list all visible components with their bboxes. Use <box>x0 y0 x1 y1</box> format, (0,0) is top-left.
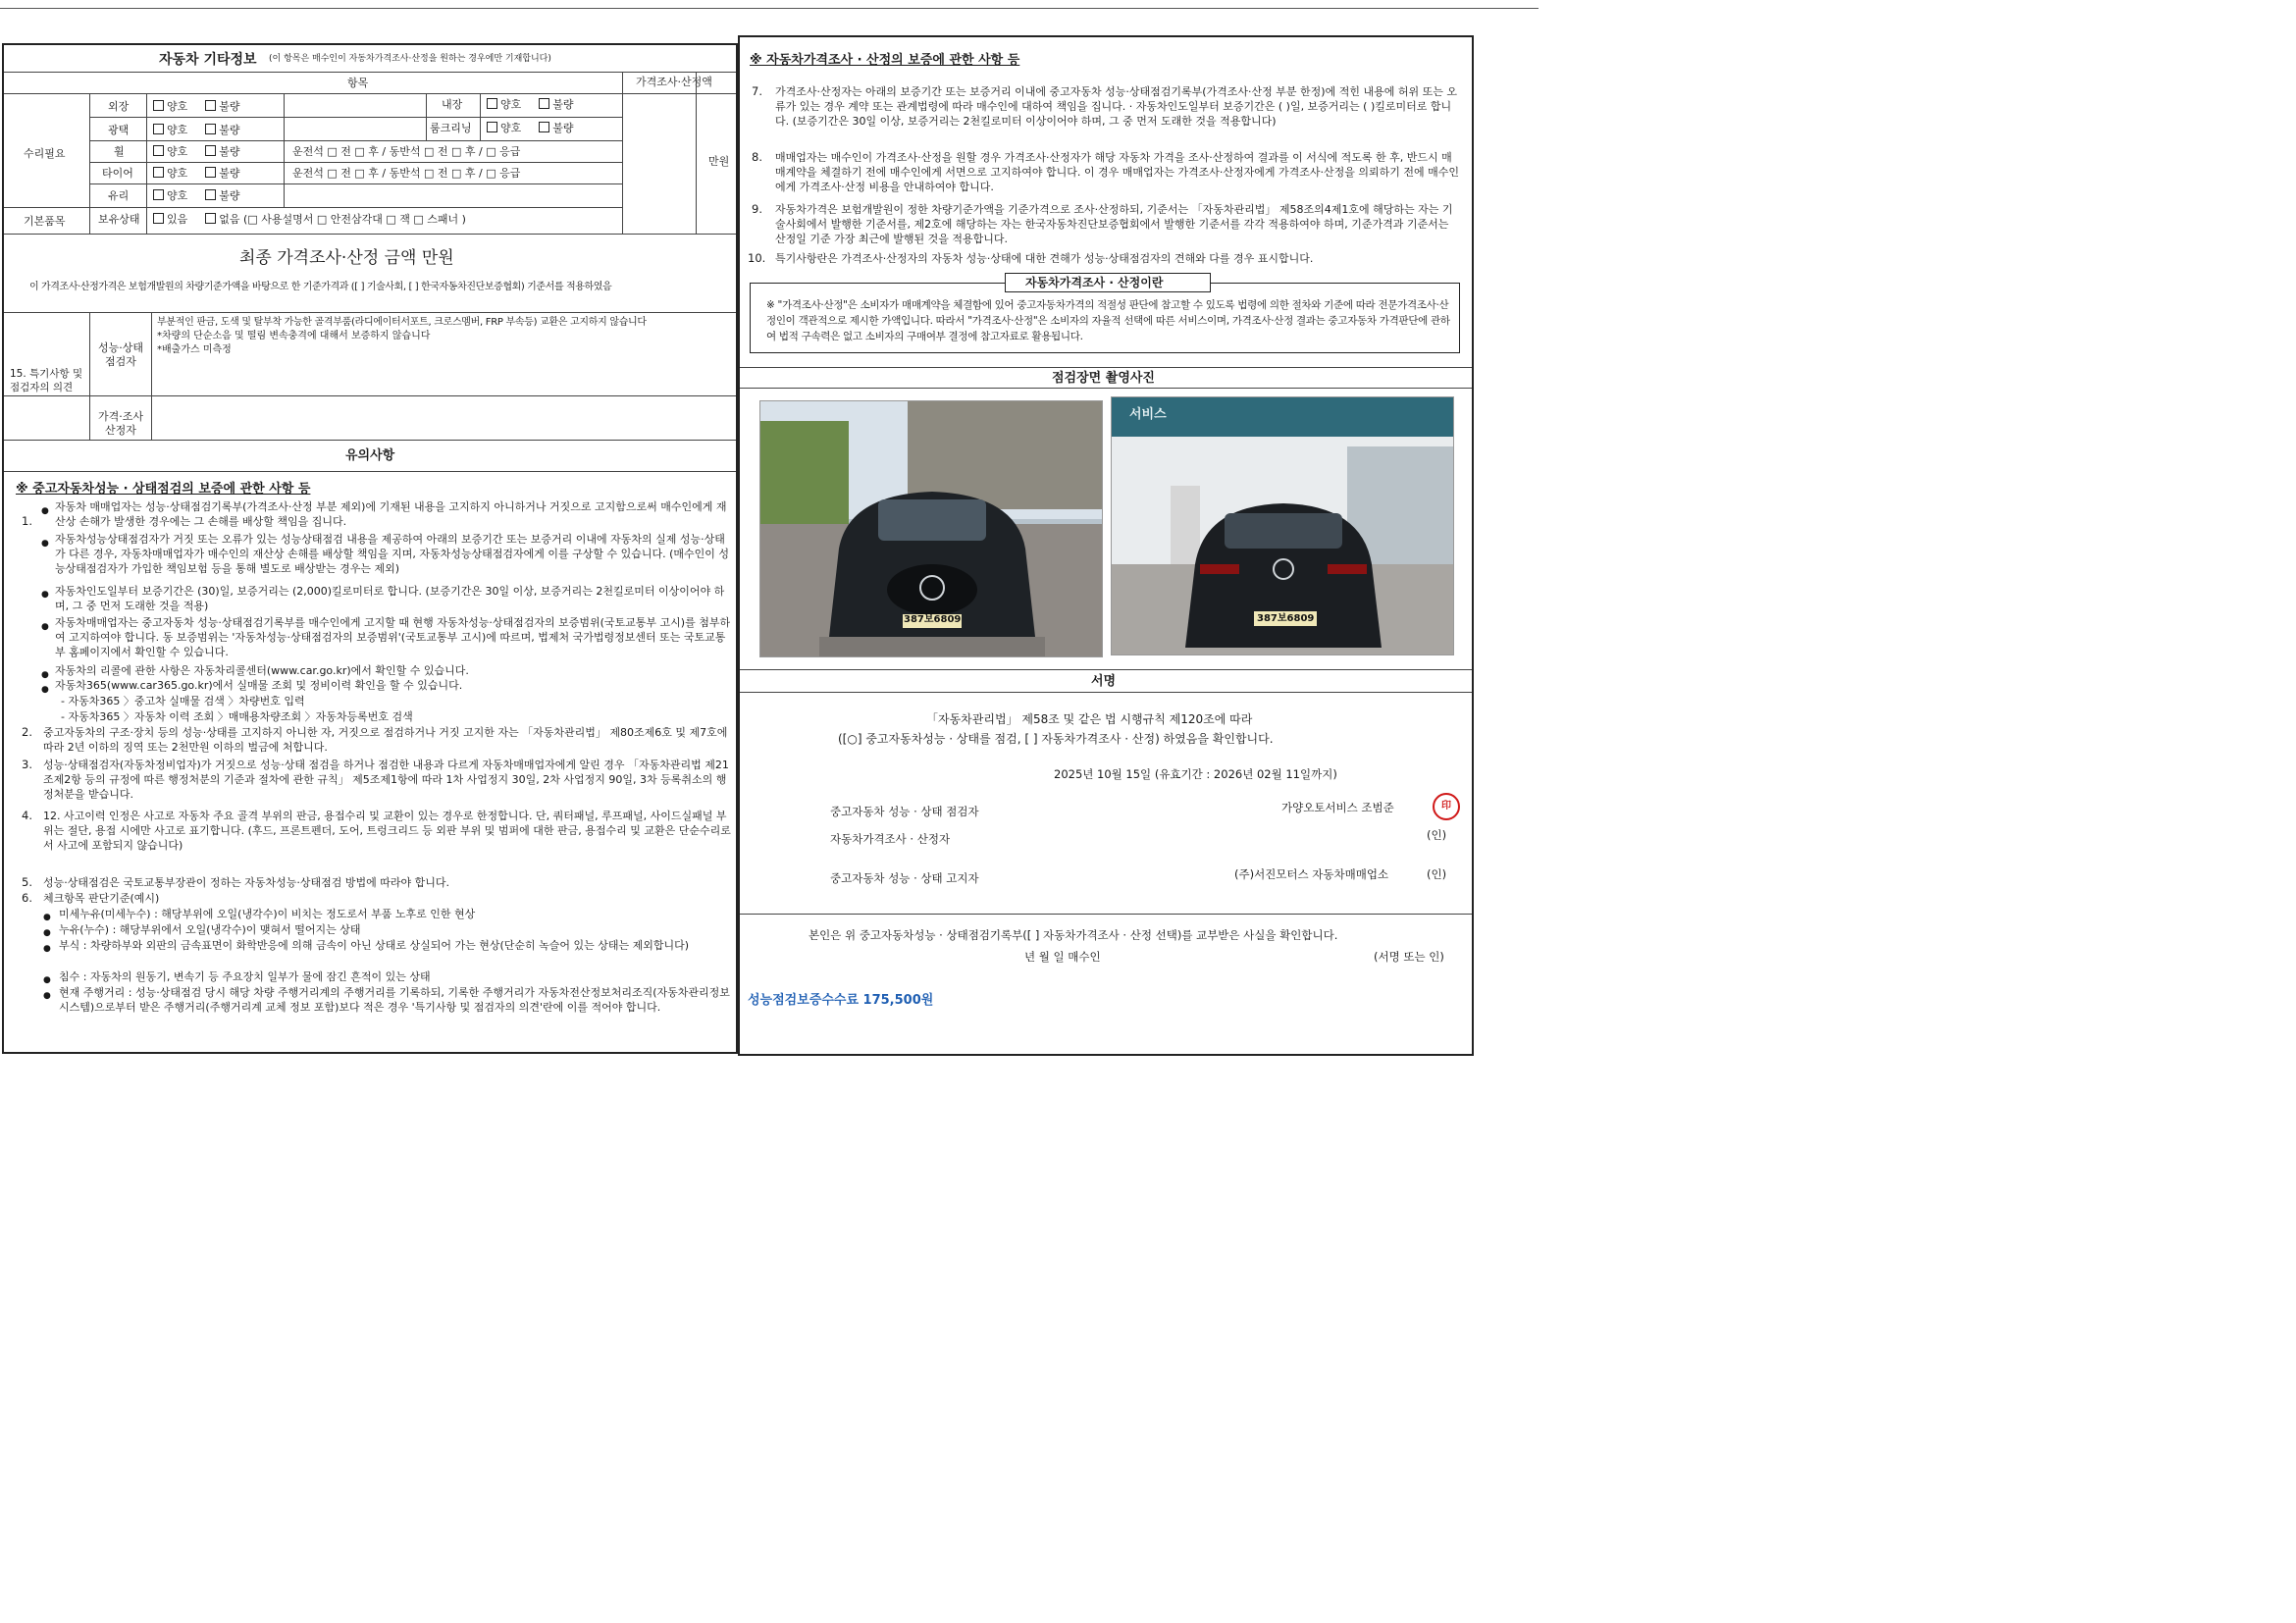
final-price-row <box>4 235 736 313</box>
good-label: 양호 <box>500 98 522 111</box>
seller-role: 중고자동차 성능 · 상태 고지자 <box>830 871 979 885</box>
item-number: 8. <box>752 150 762 164</box>
item-number: 3. <box>22 758 32 771</box>
signature-title-row <box>740 669 1472 693</box>
bullet-icon: ● <box>43 913 51 922</box>
wheel-label: 휠 <box>114 145 125 158</box>
inspector-name: 가양오토서비스 조범준 <box>1281 801 1394 814</box>
signature-title: 서명 <box>1091 674 1117 689</box>
basic-items-label: 기본품목 <box>24 215 66 228</box>
grid-line <box>284 94 285 207</box>
bullet-icon: ● <box>43 928 51 938</box>
good-label: 양호 <box>500 122 522 134</box>
bullet-icon: ● <box>43 991 51 1001</box>
buyer-signature-field: (서명 또는 인) <box>1374 950 1444 964</box>
notice-1a: 자동차 매매업자는 성능·상태점검기록부(가격조사·산정 부분 제외)에 기재된 내용을 고지하지 아니하거나 거짓으로 고지함으로써 매수인에게 재산상 손해가 발생한 경우에는 그 손해를 배상할 책임을 집니다. <box>55 500 727 528</box>
divider <box>740 914 1472 915</box>
price-warranty-10: 특기사항란은 가격조사·산정자의 자동차 성능·상태에 대한 견해가 성능·상태점검자의 견해와 다를 경우 표시합니다. <box>775 252 1314 265</box>
inspection-photo-rear <box>1111 396 1454 655</box>
photos-title-row <box>740 367 1472 389</box>
room-cleaning-bad-checkbox[interactable] <box>539 122 549 132</box>
document-page <box>0 0 1539 1088</box>
red-seal-stamp-icon: 印 <box>1433 793 1460 820</box>
grid-line <box>426 94 427 141</box>
gloss-good-checkbox[interactable] <box>153 124 164 134</box>
price-warranty-9: 자동차가격은 보험개발원이 정한 차량기준가액을 기준가격으로 조사·산정하되, 기준서는 「자동차관리법」 제58조의4제1호에 해당하는 자는 기술사회에서 발행한 기준서를, 제2호에 해당하는 자는 한국자동차진단보증협회에서 발행한 기준서를 각각 적용하여야 하며, 기준가격과 기준서는 산정일 기준 가장 최근에 발행된 것을 적용합니다. <box>775 203 1453 245</box>
check-criteria-4: 침수 : 자동차의 원동기, 변속기 등 주요장치 일부가 물에 잠긴 흔적이 있는 상태 <box>59 970 431 983</box>
wheel-options <box>153 145 240 159</box>
definition-box <box>750 283 1460 353</box>
gloss-options <box>153 124 240 137</box>
glass-bad-checkbox[interactable] <box>205 189 216 200</box>
notice-1c: 자동차인도일부터 보증기간은 (30)일, 보증거리는 (2,000)킬로미터로 합니다. (보증기간은 30일 이상, 보증거리는 2천킬로미터 이상이어야 하며, 그 중 먼저 도래한 것을 적용) <box>55 585 725 612</box>
bullet-icon: ● <box>41 506 49 516</box>
inspector-role: 중고자동차 성능 · 상태 점검자 <box>830 805 979 818</box>
grid-line <box>480 94 481 141</box>
notice-4: 12. 사고이력 인정은 사고로 자동차 주요 골격 부위의 판금, 용접수리 및 교환이 있는 경우로 한정합니다. 단, 쿼터패널, 루프패널, 사이드실패널 부위는 절단, 용접 시에만 사고로 표기합니다. (후드, 프론트펜더, 도어, 트렁크리드 등 외판 부위 및 범퍼에 대한 판금, 용접수리 및 교환은 단순수리로서 사고에 포함되지 않습니다) <box>43 810 731 852</box>
item-number: 6. <box>22 891 32 905</box>
interior-bad-checkbox[interactable] <box>539 98 549 109</box>
item-number: 10. <box>748 251 766 265</box>
bad-label: 불량 <box>219 189 240 202</box>
exterior-bad-checkbox[interactable] <box>205 100 216 111</box>
col-price-header: 가격조사·산정액 <box>636 76 712 88</box>
bad-label: 불량 <box>219 100 240 113</box>
good-label: 양호 <box>167 145 188 158</box>
check-criteria-1: 미세누유(미세누수) : 해당부위에 오일(냉각수)이 비치는 정도로서 부품 노후로 인한 현상 <box>59 908 476 920</box>
none-checkbox[interactable] <box>205 213 216 224</box>
bullet-icon: ● <box>43 944 51 954</box>
good-label: 양호 <box>167 124 188 136</box>
appraiser-label: 가격·조사 산정자 <box>97 410 143 437</box>
other-info-title: 자동차 기타정보 <box>159 52 257 68</box>
exterior-options <box>153 100 240 114</box>
notice-2: 중고자동차의 구조·장치 등의 성능·상태를 고지하지 아니한 자, 거짓으로 점검하거나 거짓 고지한 자는 「자동차관리법」 제80조제6호 및 제7호에 따라 2년 이하의 징역 또는 2천만원 이하의 벌금에 처합니다. <box>43 726 728 754</box>
notice-3: 성능·상태점검자(자동차정비업자)가 거짓으로 성능·상태 점검을 하거나 점검한 내용과 다르게 자동차매매업자에게 알린 경우 「자동차관리법 제21조제2항 등의 규정에 따른 행정처분의 기준과 절차에 관한 규칙」 제5조제1항에 따라 1차 사업정지 30일, 2차 사업정지 90일, 3차 등록취소의 행정처분을 받습니다. <box>43 759 729 801</box>
interior-options <box>487 98 574 112</box>
interior-label: 내장 <box>442 98 463 111</box>
room-cleaning-options <box>487 122 574 135</box>
bullet-icon: ● <box>41 622 49 632</box>
tire-bad-checkbox[interactable] <box>205 167 216 178</box>
notice-1f: 자동차365(www.car365.go.kr)에서 실매물 조회 및 정비이력 확인을 할 수 있습니다. <box>55 679 463 692</box>
good-label: 양호 <box>167 189 188 202</box>
special-notes-label: 15. 특기사항 및 점검자의 의견 <box>10 368 83 393</box>
notice-title-row <box>4 441 736 472</box>
glass-good-checkbox[interactable] <box>153 189 164 200</box>
bad-label: 불량 <box>219 124 240 136</box>
price-warranty-8: 매매업자는 매수인이 가격조사·산정을 원할 경우 가격조사·산정자가 해당 자동차 가격을 조사·산정하여 결과를 이 서식에 적도록 한 후, 반드시 매매계약을 체결하기 전에 매수인에게 서면으로 고지하여야 합니다. 이 경우 매매업자는 가격조사·산정자에게 가격조사·산정을 의뢰하기 전에 매수인에게 가격조사·산정 비용을 안내하여야 합니다. <box>775 151 1459 193</box>
glass-label: 유리 <box>108 189 130 202</box>
receipt-confirmation: 본인은 위 중고자동차성능 · 상태점검기록부([ ] 자동차가격조사 · 산정 선택)를 교부받은 사실을 확인합니다. <box>809 928 1338 942</box>
repair-needed-label: 수리필요 <box>24 147 66 160</box>
tire-position-detail: 운전석 □ 전 □ 후 / 동반석 □ 전 □ 후 / □ 응급 <box>292 167 521 180</box>
price-warranty-title: ※ 자동차가격조사 · 산정의 보증에 관한 사항 등 <box>750 53 1020 68</box>
room-cleaning-good-checkbox[interactable] <box>487 122 497 132</box>
definition-box-title-frame <box>1005 273 1211 292</box>
inspector-label: 성능·상태 점검자 <box>97 341 143 368</box>
definition-text: ※ "가격조사·산정"은 소비자가 매매계약을 체결함에 있어 중고자동차가격의 적절성 판단에 참고할 수 있도록 법령에 의한 절차와 기준에 따라 전문가격조사·산정인이 객관적으로 제시한 가액입니다. 따라서 "가격조사·산정"은 소비자의 자율적 선택에 따른 서비스이며, 가격조사·산정 결과는 중고자동차 가격판단에 관하여 법적 구속력은 없고 소비자의 구매여부 결정에 참고자료로 활용됩니다. <box>766 299 1450 342</box>
confirmation-statement: ([○] 중고자동차성능 · 상태를 점검, [ ] 자동차가격조사 · 산정) 하였음을 확인합니다. <box>838 732 1274 746</box>
good-label: 양호 <box>167 100 188 113</box>
price-unit: 만원 <box>708 155 730 168</box>
notice-1h: - 자동차365 〉자동차 이력 조회 〉매매용차량조회 〉자동차등록번호 검색 <box>61 710 413 723</box>
photos-title: 점검장면 촬영사진 <box>1052 371 1155 386</box>
notice-title: 유의사항 <box>345 448 395 463</box>
appraiser-role: 자동차가격조사 · 산정자 <box>830 832 951 846</box>
has-checkbox[interactable] <box>153 213 164 224</box>
tire-options <box>153 167 240 181</box>
exterior-label: 외장 <box>108 100 130 113</box>
legal-basis: 「자동차관리법」 제58조 및 같은 법 시행규칙 제120조에 따라 <box>926 712 1253 726</box>
bad-label: 불량 <box>219 145 240 158</box>
gloss-label: 광택 <box>108 124 130 136</box>
item-number: 5. <box>22 875 32 889</box>
license-plate: 387보6809 <box>904 614 962 625</box>
tire-good-checkbox[interactable] <box>153 167 164 178</box>
license-plate: 387보6809 <box>1257 613 1315 624</box>
basic-status-label: 보유상태 <box>98 213 140 226</box>
warranty-section-title: ※ 중고자동차성능 · 상태점검의 보증에 관한 사항 등 <box>16 482 311 497</box>
inspection-date: 2025년 10월 15일 (유효기간 : 2026년 02월 11일까지) <box>1054 767 1337 781</box>
bullet-icon: ● <box>41 590 49 600</box>
price-warranty-7: 가격조사·산정자는 아래의 보증기간 또는 보증거리 이내에 중고자동차 성능·상태점검기록부(가격조사·산정 부분 한정)에 적힌 내용에 허위 또는 오류가 있는 경우 계약 또는 관계법령에 따라 매수인에 대하여 책임을 집니다. · 자동차인도일부터 보증기간은 ( )일, 보증거리는 ( )킬로미터로 합니다. (보증기간은 30일 이상, 보증거리는 2천킬로미터 이상이어야 하며, 그 중 먼저 도래한 것을 적용합니다) <box>775 85 1457 128</box>
bullet-icon: ● <box>41 670 49 680</box>
final-price: 최종 가격조사·산정 금액 만원 <box>239 248 454 268</box>
notice-1d: 자동차매매업자는 중고자동차 성능·상태점검기록부를 매수인에게 고지할 때 현행 자동차성능·상태점검자의 보증범위(국토교통부 고시)를 첨부하여 고지하여야 합니다. 동 보증범위는 '자동차성능·상태점검자의 보증범위'(국토교통부 고시)에 따르며, 법제처 국가법령정보센터 또는 국토교통부 홈페이지에서 확인할 수 있습니다. <box>55 616 731 658</box>
row-line <box>89 162 622 163</box>
top-rule <box>0 8 1539 9</box>
row-line <box>89 183 622 184</box>
item-header-row <box>4 73 736 94</box>
seller-seal: (인) <box>1427 867 1447 881</box>
receipt-date-buyer: 년 월 일 매수인 <box>1024 950 1101 964</box>
other-info-note: (이 항목은 매수인이 자동차가격조사·산정을 원하는 경우에만 기재합니다) <box>269 54 551 64</box>
inspector-note-1: 부분적인 판금, 도색 및 탈부착 가능한 골격부품(라디에이터서포트, 크로스멤버, FRP 부속등) 교환은 고지하지 않습니다 <box>157 317 647 328</box>
check-criteria-3: 부식 : 차량하부와 외판의 금속표면이 화학반응에 의해 금속이 아닌 상태로 상실되어 가는 현상(단순히 녹슬어 있는 상태는 제외합니다) <box>59 939 690 952</box>
left-panel <box>2 43 738 1054</box>
right-panel <box>738 35 1474 1056</box>
bullet-icon: ● <box>43 975 51 985</box>
good-label: 양호 <box>167 167 188 180</box>
yes-label: 있음 <box>167 213 188 226</box>
wheel-good-checkbox[interactable] <box>153 145 164 156</box>
notice-1b: 자동차성능상태점검자가 거짓 또는 오류가 있는 성능상태점검 내용을 제공하여 아래의 보증기간 또는 보증거리 이내에 자동차의 실제 성능·상태가 다른 경우, 자동차매매업자가 매수인의 재산상 손해를 배상할 책임을 지며, 자동차성능상태점검자에게 이를 구상할 수 있습니다. (매수인이 성능상태점검자가 가입한 책임보험 등을 통해 별도로 배상받는 경우는 제외) <box>55 533 730 575</box>
exterior-good-checkbox[interactable] <box>153 100 164 111</box>
price-basis-note: 이 가격조사·산정가격은 보험개발원의 차량기준가액을 바탕으로 한 기준가격과 ([ ] 기술사회, [ ] 한국자동차진단보증협회) 기준서를 적용하였음 <box>29 282 612 292</box>
inspector-note-2: *차량의 단순소음 및 떨림 변속충격에 대해서 보증하지 않습니다 <box>157 331 431 341</box>
bad-label: 불량 <box>219 167 240 180</box>
col-item-header: 항목 <box>347 77 369 89</box>
wheel-position-detail: 운전석 □ 전 □ 후 / 동반석 □ 전 □ 후 / □ 응급 <box>292 145 521 158</box>
notice-1e: 자동차의 리콜에 관한 사항은 자동차리콜센터(www.car.go.kr)에서 확인할 수 있습니다. <box>55 664 469 677</box>
item-number: 7. <box>752 84 762 98</box>
definition-box-title: 자동차가격조사 · 산정이란 <box>1025 276 1164 289</box>
item-number: 9. <box>752 202 762 216</box>
warranty-fee: 성능점검보증수수료 175,500원 <box>748 993 934 1008</box>
other-info-title-row <box>4 45 736 73</box>
appraiser-seal: (인) <box>1427 828 1447 842</box>
inspector-note-3: *배출가스 미측정 <box>157 344 232 355</box>
basic-items-list: (□ 사용설명서 □ 안전삼각대 □ 잭 □ 스패너 ) <box>243 213 466 226</box>
wheel-bad-checkbox[interactable] <box>205 145 216 156</box>
room-cleaning-label: 룸크리닝 <box>430 122 472 134</box>
check-criteria-2: 누유(누수) : 해당부위에서 오일(냉각수)이 맺혀서 떨어지는 상태 <box>59 923 361 936</box>
basic-status-options <box>153 213 466 227</box>
item-number: 1. <box>22 514 32 528</box>
item-number: 4. <box>22 809 32 822</box>
tire-label: 타이어 <box>102 167 133 180</box>
bad-label: 불량 <box>552 122 574 134</box>
bad-label: 불량 <box>552 98 574 111</box>
no-label: 없음 <box>219 213 240 226</box>
glass-options <box>153 189 240 203</box>
gloss-bad-checkbox[interactable] <box>205 124 216 134</box>
bullet-icon: ● <box>41 685 49 695</box>
row-line <box>89 140 622 141</box>
seller-name: (주)서진모터스 자동차매매업소 <box>1234 867 1389 881</box>
row-line <box>89 117 622 118</box>
interior-good-checkbox[interactable] <box>487 98 497 109</box>
check-criteria-5: 현재 주행거리 : 성능·상태점검 당시 해당 차량 주행거리계의 주행거리를 기록하되, 기록한 주행거리가 자동차전산정보처리조직(자동차관리정보시스템)으로부터 받은 주행거리(주행거리계 교체 정보 포함)보다 적은 경우 '특기사항 및 점검자의 의견'란에 이를 적어야 합니다. <box>59 986 730 1014</box>
notice-6: 체크항목 판단기준(예시) <box>43 892 160 905</box>
inspection-photo-front <box>759 400 1103 657</box>
shop-sign: 서비스 <box>1129 407 1167 422</box>
bullet-icon: ● <box>41 539 49 549</box>
notice-1g: - 자동차365 〉중고차 실매물 검색 〉차량번호 입력 <box>61 695 305 707</box>
item-number: 2. <box>22 725 32 739</box>
notice-5: 성능·상태점검은 국토교통부장관이 정하는 자동차성능·상태점검 방법에 따라야 합니다. <box>43 876 450 889</box>
